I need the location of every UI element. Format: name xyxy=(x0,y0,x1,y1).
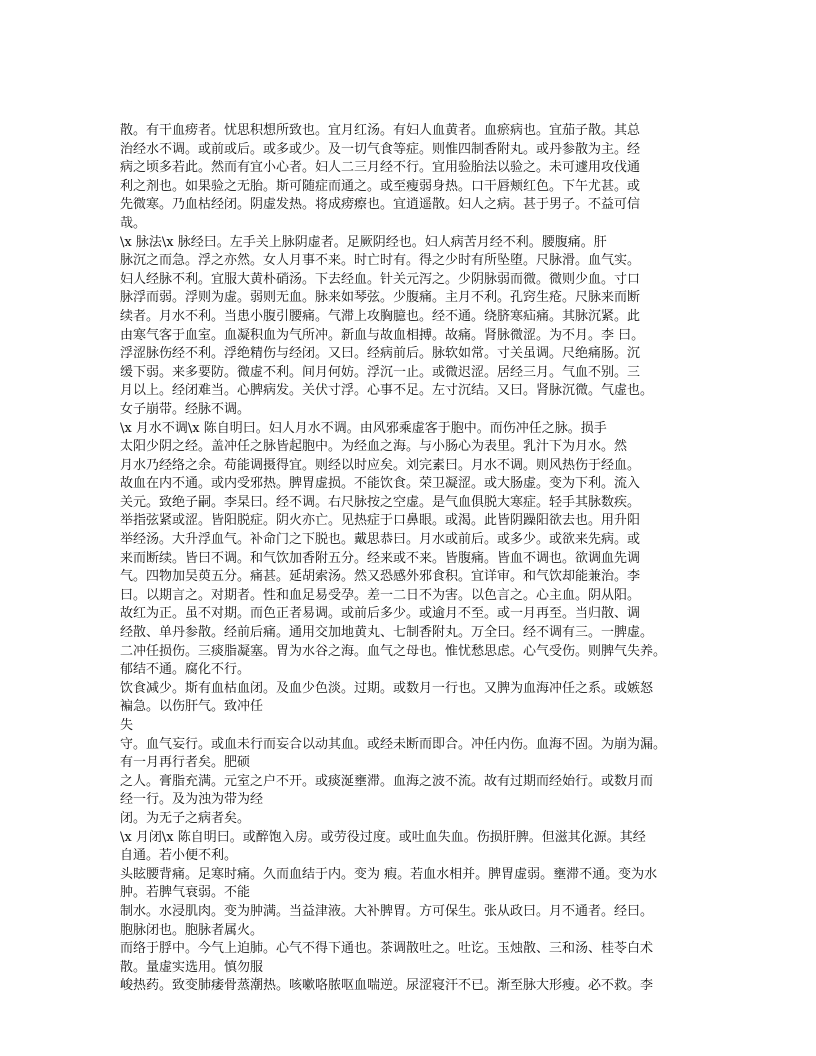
text-line: 举指弦紧或涩。皆阳脱症。阴火亦亡。见热症于口鼻眼。或渴。此皆阴躁阳欲去也。用升阳 xyxy=(120,513,641,529)
text-line: 治经水不调。或前或后。或多或少。及一切气食等症。则惟四制香附丸。或丹参散为主。经 xyxy=(120,141,641,157)
text-line: 月水乃经络之余。苟能调摄得宜。则经以时应矣。刘完素曰。月水不调。则风热伤于经血。 xyxy=(120,457,641,473)
document-page xyxy=(120,122,700,996)
text-line: 浮涩脉伤经不利。浮绝精伤与经闭。又曰。经病前后。脉软如常。寸关虽调。尺绝痛肠。沉 xyxy=(120,346,641,362)
text-line: 气。四物加吴萸五分。痛甚。延胡索汤。然又恐感外邪食积。宜详审。和气饮却能兼治。李 xyxy=(120,569,641,585)
text-line: 肿。若脾气衰弱。不能 xyxy=(120,885,251,901)
text-line: 饮食减少。斯有血枯血闭。及血少色淡。过期。或数月一行也。又脾为血海冲任之系。或嫉怒 xyxy=(120,680,654,696)
text-line: 散。有干血痨者。忧思积想所致也。宜月红汤。有妇人血黄者。血瘀病也。宜茄子散。其总 xyxy=(120,123,641,138)
text-line: 闭。为无子之病者矣。 xyxy=(120,810,251,826)
text-line: 脉浮而弱。浮则为虚。弱则无血。脉来如琴弦。少腹痛。主月不利。孔窍生疮。尺脉来而断 xyxy=(120,290,641,306)
text-line: 自通。若小便不利。 xyxy=(120,848,238,864)
text-line: 先微寒。乃血枯经闭。阴虚发热。将成痨瘵也。宜逍遥散。妇人之病。甚于男子。不益可信 xyxy=(120,197,641,213)
text-line: 关元。致绝子嗣。李杲曰。经不调。右尺脉按之空虚。是气血俱脱大寒症。轻手其脉数疾。 xyxy=(120,494,641,510)
text-line: 妇人经脉不利。宜服大黄朴硝汤。下去经血。针关元泻之。少阴脉弱而微。微则少血。寸口 xyxy=(120,271,641,287)
text-line: 病之顷多若此。然而有宜小心者。妇人二三月经不行。宜用验胎法以验之。未可遽用攻伐通 xyxy=(120,160,641,176)
text-line: 利之剂也。如果验之无胎。斯可随症而通之。或至瘦弱身热。口干唇颊红色。下午尤甚。或 xyxy=(120,178,641,194)
text-line: 月以上。经闭难当。心脾病发。关伏寸浮。心事不足。左寸沉结。又曰。肾脉沉微。气虚也。 xyxy=(120,383,654,399)
text-line: 之人。膏脂充满。元室之户不开。或痰涎壅滞。血海之波不流。故有过期而经始行。或数月而 xyxy=(120,773,654,789)
text-line: 故红为正。虽不对期。而色正者易调。或前后多少。或逾月不至。或一月再至。当归散、调 xyxy=(120,606,641,622)
text-line: 头眩腰背痛。足寒时痛。久而血结于内。变为 瘕。若血水相并。脾胃虚弱。壅滞不通。变为水 xyxy=(120,866,658,882)
text-line: 制水。水浸肌肉。变为肿满。当益津液。大补脾胃。方可保生。张从政曰。月不通者。经曰。 xyxy=(120,903,654,919)
text-line: 经一行。及为浊为带为经 xyxy=(120,792,264,808)
text-line: 峻热药。致变肺痿骨蒸潮热。咳嗽咯脓呕血喘逆。尿涩寝汗不已。渐至脉大形瘦。必不救。李 xyxy=(120,978,654,994)
text-line: 来而断续。皆曰不调。和气饮加香附五分。经来或不来。皆腹痛。皆血不调也。欲调血先调 xyxy=(120,550,641,566)
text-line: 缓下弱。来多要防。微虚不利。间月何妨。浮沉一止。或微迟涩。居经三月。气血不别。三 xyxy=(120,364,641,380)
text-line: 散。量虚实选用。慎勿服 xyxy=(120,959,264,975)
text-line: 褊急。以伤肝气。致冲任 xyxy=(120,699,264,715)
text-line: 经散、单丹参散。经前后痛。通用交加地黄丸、七制香附丸。万全曰。经不调有三。一脾虚。 xyxy=(120,625,654,641)
text-line: 曰。以期言之。对期者。性和血足易受孕。差一二日不为害。以色言之。心主血。阴从阳。 xyxy=(120,587,641,603)
text-line: 而络于脬中。今气上迫肺。心气不得下通也。茶调散吐之。吐讫。玉烛散、三和汤、桂苓白术 xyxy=(120,941,654,957)
text-line: 二冲任损伤。三痰脂凝塞。胃为水谷之海。血气之母也。惟忧愁思虑。心气受伤。则脾气失养。 xyxy=(120,643,667,659)
text-line: 失 xyxy=(120,718,134,733)
text-line: 女子崩带。经脉不调。 xyxy=(120,401,251,417)
text-line: \x 月闭\x 陈自明曰。或醉饱入房。或劳役过度。或吐血失血。伤损肝脾。但滋其化源。其经 xyxy=(120,829,646,845)
text-line: 故血在内不通。或内受邪热。脾胃虚损。不能饮食。荣卫凝涩。或大肠虚。变为下利。流入 xyxy=(120,476,641,492)
text-line: 有一月再行者矣。肥硕 xyxy=(120,755,251,771)
text-line: 胞脉闭也。胞脉者属火。 xyxy=(120,922,264,938)
text-line: \x 月水不调\x 陈自明曰。妇人月水不调。由风邪乘虚客于胞中。而伤冲任之脉。损手 xyxy=(120,420,607,436)
text-line: 太阳少阴之经。盖冲任之脉皆起胞中。为经血之海。与小肠心为表里。乳汁下为月水。然 xyxy=(120,439,628,455)
text-line: 守。血气妄行。或血未行而妄合以动其血。或经未断而即合。冲任内伤。血海不固。为崩为漏。 xyxy=(120,736,667,752)
text-line: 续者。月水不利。当患小腹引腰痛。气滞上攻胸臆也。经不通。绕脐寒疝痛。其脉沉紧。此 xyxy=(120,308,641,324)
text-line: 哉。 xyxy=(120,215,147,231)
text-line: 郁结不通。腐化不行。 xyxy=(120,662,251,678)
text-line: \x 脉法\x 脉经曰。左手关上脉阴虚者。足厥阴经也。妇人病苦月经不利。腰腹痛。肝 xyxy=(120,234,607,250)
text-line: 由寒气客于血室。血凝积血为气所冲。新血与故血相搏。故痛。肾脉微涩。为不月。李 曰。 xyxy=(120,327,645,343)
text-line: 脉沉之而急。浮之亦然。女人月事不来。时亡时有。得之少时有所坠堕。尺脉滑。血气实。 xyxy=(120,253,641,269)
text-line: 举经汤。大升浮血气。补命门之下脱也。戴思恭曰。月水或前后。或多少。或欲来先病。或 xyxy=(120,532,641,548)
